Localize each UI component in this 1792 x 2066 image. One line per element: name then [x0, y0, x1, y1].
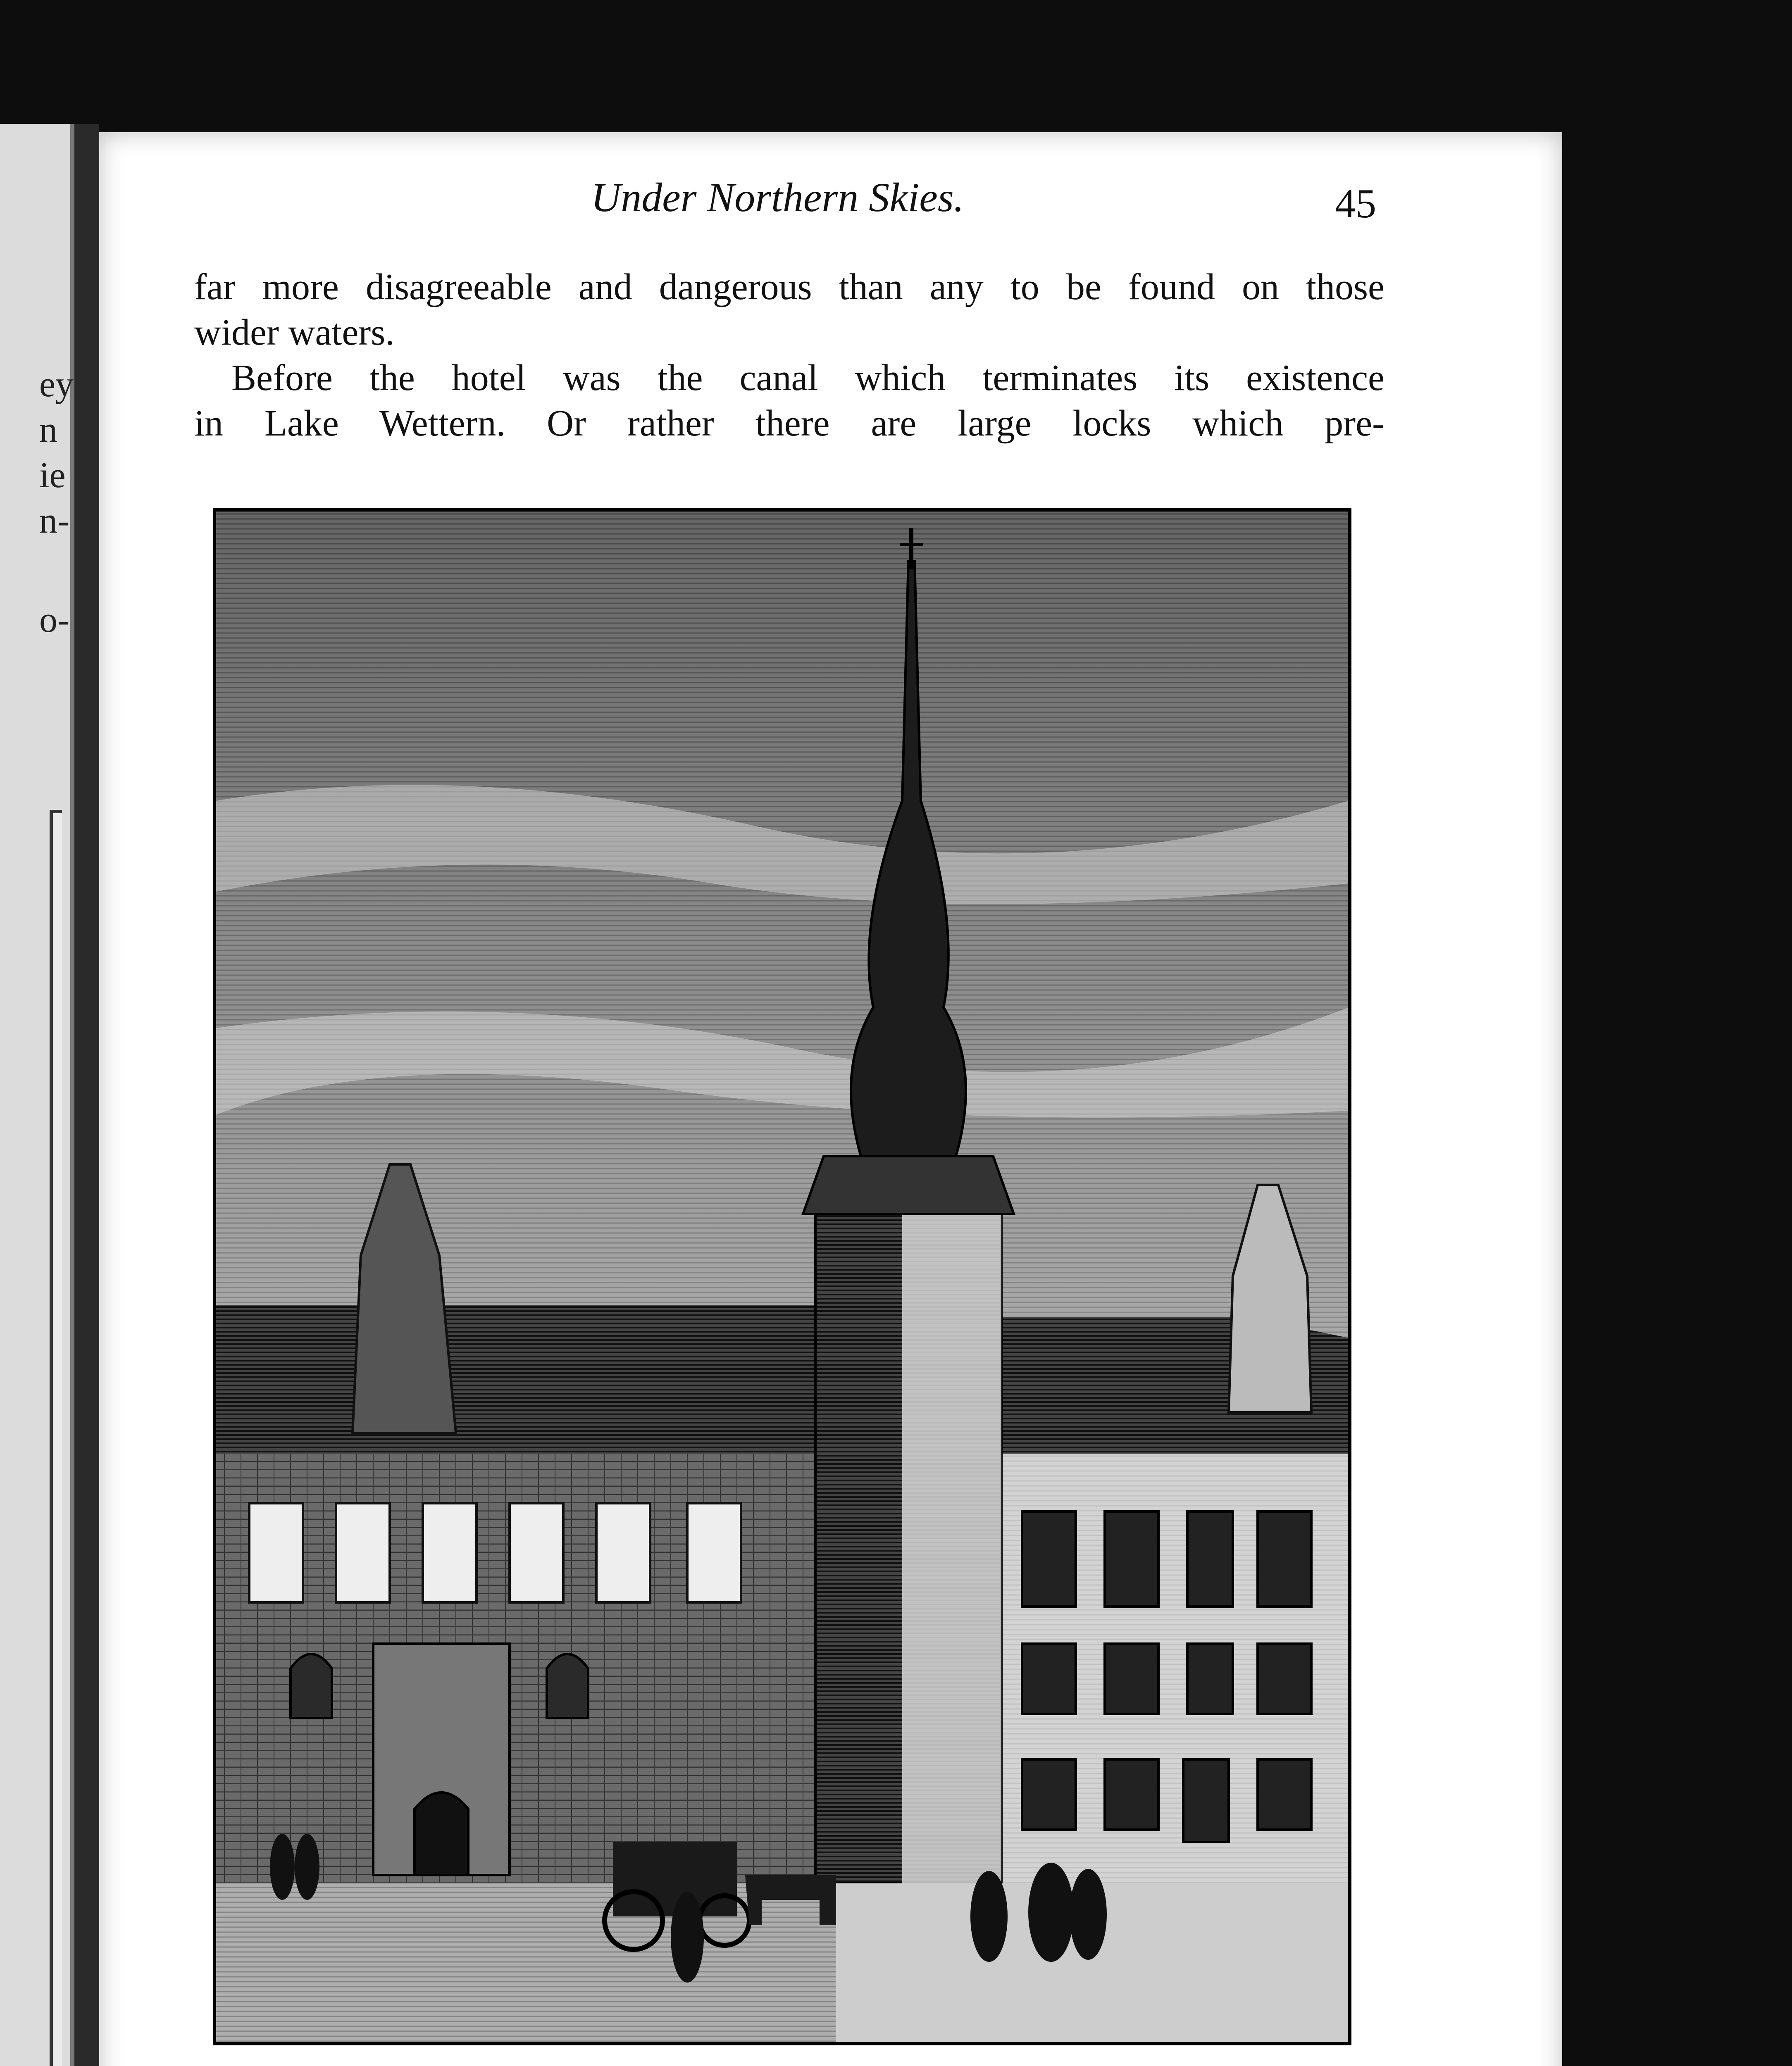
left-page-fragment: o-	[39, 600, 70, 640]
engraving-illustration	[213, 508, 1351, 2045]
left-page-remnant	[0, 124, 74, 2066]
left-page-frame-fragment	[50, 810, 62, 2066]
left-page-fragment: ey	[39, 364, 74, 405]
left-page-fragment: n-	[39, 501, 70, 541]
roof-left	[216, 1305, 815, 1454]
left-page-edge	[70, 124, 74, 2066]
left-page-fragment: n	[39, 410, 57, 450]
left-page-fragment: ie	[39, 455, 66, 495]
book-page	[99, 132, 1562, 2066]
running-head	[99, 174, 1562, 227]
text-line: Before the hotel was the canal which terminates its existence	[231, 357, 1385, 398]
page-number: 45	[1335, 181, 1376, 226]
chateau-engraving	[216, 512, 1349, 2042]
paragraph-top	[194, 264, 1385, 446]
text-line: wider waters.	[194, 312, 395, 353]
running-title: Under Northern Skies.	[591, 174, 964, 220]
text-line: in Lake Wettern. Or rather there are large locks which pre-	[194, 403, 1385, 444]
text-line: far more disagreeable and dangerous than any to be found on those	[194, 267, 1385, 307]
book-gutter	[74, 124, 99, 2066]
